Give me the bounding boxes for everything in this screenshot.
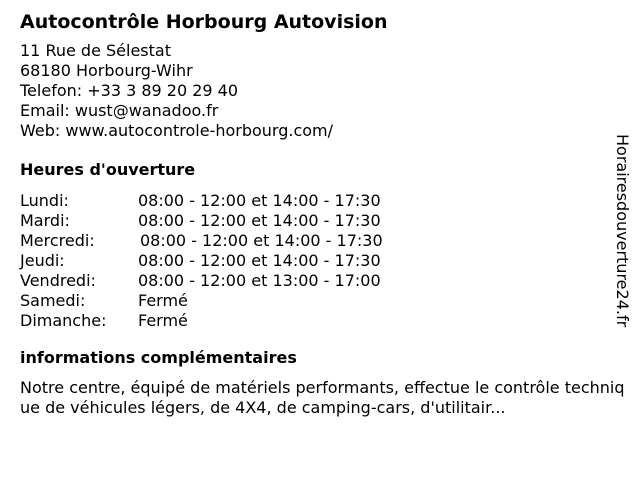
hours-time: 08:00 - 12:00 et 14:00 - 17:30 xyxy=(138,251,381,270)
hours-time: 08:00 - 12:00 et 14:00 - 17:30 xyxy=(140,231,383,250)
hours-table xyxy=(20,191,610,331)
phone-line: Telefon: +33 3 89 20 29 40 xyxy=(20,81,239,100)
business-name: Autocontrôle Horbourg Autovision xyxy=(20,11,388,33)
hours-row-jeudi xyxy=(20,251,610,271)
info-heading: informations complémentaires xyxy=(20,348,297,367)
hours-row-dimanche xyxy=(20,311,610,331)
hours-row-mardi xyxy=(20,211,610,231)
hours-day: Lundi: xyxy=(20,191,69,210)
web-line: Web: www.autocontrole-horbourg.com/ xyxy=(20,121,334,140)
hours-time: Fermé xyxy=(138,311,188,330)
hours-day: Jeudi: xyxy=(20,251,65,270)
hours-time: 08:00 - 12:00 et 13:00 - 17:00 xyxy=(138,271,381,290)
hours-time: 08:00 - 12:00 et 14:00 - 17:30 xyxy=(138,211,381,230)
hours-day: Dimanche: xyxy=(20,311,107,330)
hours-day: Mercredi: xyxy=(20,231,95,250)
hours-day: Samedi: xyxy=(20,291,86,310)
address-street: 11 Rue de Sélestat xyxy=(20,41,171,60)
hours-day: Mardi: xyxy=(20,211,70,230)
contact-block xyxy=(20,41,610,141)
hours-row-samedi xyxy=(20,291,610,311)
hours-time: Fermé xyxy=(138,291,188,310)
hours-row-vendredi xyxy=(20,271,610,291)
hours-row-lundi xyxy=(20,191,610,211)
info-description: Notre centre, équipé de matériels performants, effectue le contrôle technique de véhicules légers, de 4X4, de camping-cars, d'utilitair... xyxy=(20,378,625,417)
email-line: Email: wust@wanadoo.fr xyxy=(20,101,219,120)
hours-time: 08:00 - 12:00 et 14:00 - 17:30 xyxy=(138,191,381,210)
hours-heading: Heures d'ouverture xyxy=(20,160,196,179)
watermark-text: Horairesdouverture24.fr xyxy=(613,134,632,328)
hours-row-mercredi xyxy=(20,231,610,251)
hours-day: Vendredi: xyxy=(20,271,96,290)
address-city: 68180 Horbourg-Wihr xyxy=(20,61,193,80)
